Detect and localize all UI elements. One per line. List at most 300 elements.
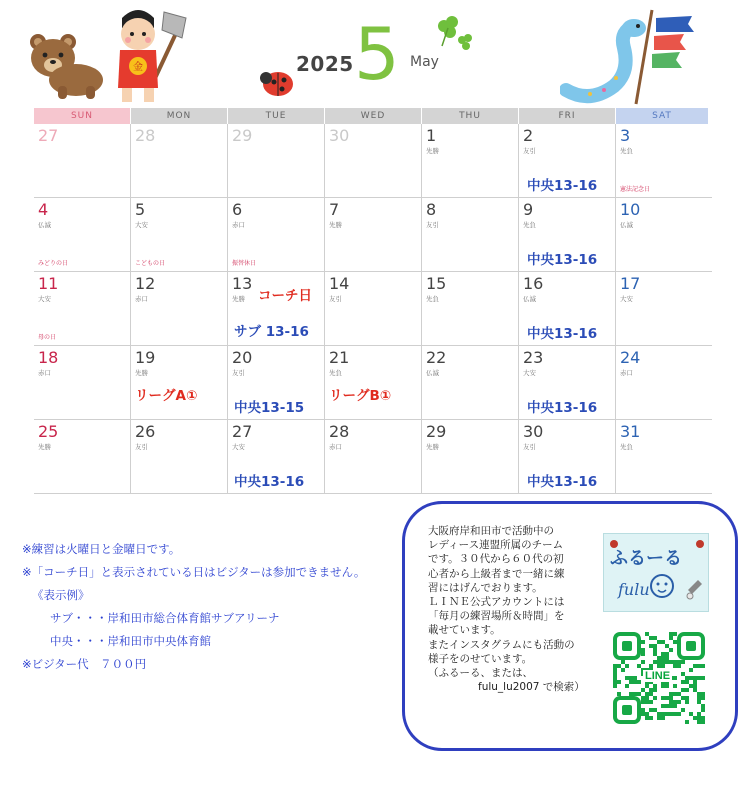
team-description (428, 524, 608, 694)
qr-module (661, 712, 665, 716)
qr-module (653, 684, 657, 688)
qr-module (681, 660, 685, 664)
panel-line: （ふるーる、または、 (428, 667, 533, 680)
qr-module (693, 688, 697, 692)
qr-module (657, 660, 661, 664)
qr-module (673, 660, 677, 664)
panel-line: 大阪府岸和田市で活動中の (428, 525, 554, 537)
ladybug-illustration (258, 66, 298, 98)
qr-module (665, 704, 669, 708)
rokuyo-label: 友引 (232, 369, 245, 377)
day-cell[interactable] (616, 124, 709, 197)
qr-module (649, 700, 653, 704)
qr-module (657, 712, 661, 716)
practice-event: 中央13-16 (527, 252, 598, 268)
day-cell[interactable] (422, 124, 519, 197)
qr-module (701, 676, 705, 680)
qr-module (665, 660, 669, 664)
rokuyo-label: 大安 (620, 295, 633, 303)
qr-module (637, 692, 641, 696)
qr-finder-center (622, 641, 632, 651)
day-cell[interactable] (422, 198, 519, 271)
qr-module (693, 684, 697, 688)
qr-module (697, 712, 701, 716)
holiday-label: こどもの日 (135, 260, 166, 267)
qr-module (669, 632, 673, 636)
qr-module (661, 684, 665, 688)
qr-module (669, 636, 673, 640)
qr-module (661, 716, 665, 720)
qr-module (641, 652, 645, 656)
calendar-header (0, 0, 751, 108)
weekday-thu: THU (422, 108, 519, 124)
qr-module (669, 700, 673, 704)
qr-module (621, 668, 625, 672)
panel-line: 「毎月の練習場所＆時間」を (428, 610, 565, 623)
holiday-label: 憲法記念日 (620, 186, 651, 193)
qr-module (665, 656, 669, 660)
calendar-month-name: May (410, 54, 439, 70)
qr-module (641, 688, 645, 692)
qr-module (641, 700, 645, 704)
qr-module (625, 684, 629, 688)
day-number: 6 (232, 200, 243, 219)
qr-module (697, 720, 701, 724)
qr-module (701, 696, 705, 700)
holiday-label: 振替休日 (232, 260, 257, 267)
qr-module (677, 692, 681, 696)
coach-day-event: コーチ日 (258, 288, 312, 304)
qr-module (673, 640, 677, 644)
qr-module (657, 664, 661, 668)
qr-module (689, 712, 693, 716)
day-cell[interactable] (422, 420, 519, 493)
day-cell[interactable] (519, 346, 616, 419)
qr-module (665, 712, 669, 716)
day-cell[interactable] (34, 346, 131, 419)
qr-module (689, 676, 693, 680)
qr-module (673, 676, 677, 680)
practice-event: リーグB① (329, 388, 392, 404)
qr-module (617, 664, 621, 668)
kintaro-illustration (104, 4, 190, 104)
note-line: ※「コーチ日」と表示されている日はビジターは参加できません。 (22, 565, 366, 579)
day-cell[interactable] (228, 124, 325, 197)
day-number: 7 (329, 200, 340, 219)
day-number: 5 (135, 200, 146, 219)
day-cell[interactable] (616, 346, 709, 419)
note-line: ※練習は火曜日と金曜日です。 (22, 542, 181, 556)
day-number: 30 (523, 422, 544, 441)
note-line: サブ・・・岸和田市総合体育館サブアリーナ (50, 611, 280, 625)
qr-module (617, 680, 621, 684)
practice-event: 中央13-16 (527, 474, 598, 490)
bear-illustration (24, 32, 106, 100)
day-cell[interactable] (616, 198, 709, 271)
day-number: 16 (523, 274, 544, 293)
day-number: 3 (620, 126, 631, 145)
day-number: 28 (135, 126, 156, 145)
qr-module (653, 652, 657, 656)
rokuyo-label: 赤口 (620, 369, 633, 377)
practice-event: サブ 13-16 (234, 324, 309, 340)
rokuyo-label: 先勝 (426, 443, 439, 451)
day-cell[interactable] (519, 272, 616, 345)
qr-module (621, 660, 625, 664)
qr-module (677, 660, 681, 664)
day-cell[interactable] (325, 272, 422, 345)
qr-module (697, 696, 701, 700)
qr-module (645, 696, 649, 700)
qr-module (697, 676, 701, 680)
qr-module (701, 720, 705, 724)
qr-module (661, 660, 665, 664)
rokuyo-label: 大安 (135, 221, 148, 229)
weekday-tue: TUE (228, 108, 325, 124)
day-number: 29 (232, 126, 253, 145)
day-cell[interactable] (325, 124, 422, 197)
day-cell[interactable] (325, 198, 422, 271)
qr-module (649, 716, 653, 720)
rokuyo-label: 大安 (38, 295, 51, 303)
svg-text:金: 金 (133, 62, 143, 73)
rokuyo-label: 先勝 (329, 221, 342, 229)
day-number: 4 (38, 200, 49, 219)
day-cell[interactable] (34, 198, 131, 271)
panel-line: 心者から上級者まで一緒に練 (428, 567, 565, 580)
qr-module (657, 640, 661, 644)
day-cell[interactable] (519, 124, 616, 197)
day-number: 28 (329, 422, 350, 441)
rokuyo-label: 仏滅 (426, 369, 439, 377)
note-line: 中央・・・岸和田市中央体育館 (50, 634, 211, 648)
qr-module (669, 712, 673, 716)
rokuyo-label: 先勝 (38, 443, 51, 451)
qr-module (661, 640, 665, 644)
qr-module (645, 700, 649, 704)
day-cell[interactable] (131, 198, 228, 271)
qr-module (625, 664, 629, 668)
qr-module (681, 680, 685, 684)
qr-module (689, 684, 693, 688)
qr-module (661, 656, 665, 660)
panel-line: ＬＩＮＥ公式アカウントには (428, 596, 565, 609)
qr-module (681, 672, 685, 676)
practice-notes (22, 538, 402, 676)
qr-module (653, 708, 657, 712)
qr-module (645, 632, 649, 636)
qr-module (697, 664, 701, 668)
qr-module (653, 688, 657, 692)
day-cell[interactable] (422, 346, 519, 419)
day-number: 13 (232, 274, 253, 293)
panel-line: 習にはげんでおります。 (428, 581, 543, 594)
qr-module (633, 676, 637, 680)
qr-module (633, 692, 637, 696)
practice-event: 中央13-16 (527, 326, 598, 342)
rokuyo-label: 赤口 (38, 369, 51, 377)
qr-module (641, 648, 645, 652)
qr-module (673, 704, 677, 708)
qr-module (629, 680, 633, 684)
qr-module (657, 656, 661, 660)
qr-module (681, 696, 685, 700)
qr-module (673, 712, 677, 716)
line-qr-code[interactable] (613, 632, 705, 724)
qr-module (617, 692, 621, 696)
calendar-weeks (34, 124, 712, 494)
qr-module (697, 700, 701, 704)
qr-module (685, 688, 689, 692)
day-cell[interactable] (228, 198, 325, 271)
weekday-mon: MON (131, 108, 228, 124)
qr-finder-center (622, 705, 632, 715)
qr-module (637, 664, 641, 668)
qr-module (629, 692, 633, 696)
rokuyo-label: 仏滅 (620, 221, 633, 229)
qr-line-label: LINE (645, 670, 671, 682)
note-line: 《表示例》 (32, 588, 90, 602)
day-number: 21 (329, 348, 350, 367)
clover-illustration (432, 16, 476, 56)
day-number: 15 (426, 274, 447, 293)
qr-module (645, 684, 649, 688)
day-number: 12 (135, 274, 156, 293)
day-number: 30 (329, 126, 350, 145)
practice-event: 中央13-16 (234, 474, 305, 490)
qr-module (649, 664, 653, 668)
day-number: 27 (38, 126, 59, 145)
qr-module (701, 664, 705, 668)
qr-module (701, 708, 705, 712)
rokuyo-label: 先負 (620, 443, 633, 451)
team-logo (603, 533, 709, 612)
panel-line: fulu_lu2007 で検索） (478, 681, 585, 694)
day-cell[interactable] (325, 420, 422, 493)
day-number: 17 (620, 274, 641, 293)
rokuyo-label: 大安 (523, 369, 536, 377)
team-logo-text: ふるーる (610, 548, 682, 569)
day-cell[interactable] (422, 272, 519, 345)
rokuyo-label: 大安 (232, 443, 245, 451)
rokuyo-label: 友引 (329, 295, 342, 303)
holiday-label: みどりの日 (38, 260, 69, 267)
rokuyo-label: 赤口 (232, 221, 245, 229)
day-number: 19 (135, 348, 156, 367)
qr-module (701, 692, 705, 696)
qr-module (665, 696, 669, 700)
day-cell[interactable] (325, 346, 422, 419)
weekday-sun: SUN (34, 108, 131, 124)
qr-module (697, 692, 701, 696)
weekday-fri: FRI (519, 108, 616, 124)
note-line: ※ビジター代 ７００円 (22, 657, 147, 671)
rokuyo-label: 友引 (135, 443, 148, 451)
day-cell[interactable] (519, 420, 616, 493)
day-number: 18 (38, 348, 59, 367)
qr-module (613, 676, 617, 680)
rokuyo-label: 友引 (523, 443, 536, 451)
qr-module (669, 660, 673, 664)
qr-module (653, 644, 657, 648)
qr-module (673, 632, 677, 636)
qr-module (653, 636, 657, 640)
panel-line: レディース連盟所属のチーム (428, 539, 564, 552)
koinobori-illustration (560, 8, 700, 106)
qr-module (649, 636, 653, 640)
qr-module (673, 700, 677, 704)
qr-module (641, 660, 645, 664)
qr-module (661, 652, 665, 656)
day-cell[interactable] (131, 420, 228, 493)
qr-module (677, 712, 681, 716)
day-number: 10 (620, 200, 641, 219)
calendar-week (34, 198, 712, 272)
qr-module (641, 712, 645, 716)
day-number: 14 (329, 274, 350, 293)
qr-module (669, 696, 673, 700)
calendar-week (34, 272, 712, 346)
practice-event: 中央13-16 (527, 400, 598, 416)
qr-module (613, 672, 617, 676)
qr-module (645, 692, 649, 696)
panel-line: です。３０代から６０代の初 (428, 553, 564, 566)
qr-module (673, 692, 677, 696)
weekday-wed: WED (325, 108, 422, 124)
qr-module (653, 660, 657, 664)
qr-module (661, 704, 665, 708)
day-cell[interactable] (228, 346, 325, 419)
day-cell[interactable] (616, 272, 709, 345)
qr-module (661, 664, 665, 668)
day-cell[interactable] (131, 346, 228, 419)
qr-module (697, 716, 701, 720)
qr-module (641, 708, 645, 712)
practice-event: リーグA① (135, 388, 198, 404)
rokuyo-label: 赤口 (329, 443, 342, 451)
rokuyo-label: 友引 (426, 221, 439, 229)
qr-module (665, 652, 669, 656)
qr-finder-center (686, 641, 696, 651)
qr-module (665, 644, 669, 648)
qr-module (681, 708, 685, 712)
holiday-label: 母の日 (38, 334, 57, 341)
qr-module (693, 680, 697, 684)
qr-module (701, 716, 705, 720)
calendar-month-number: 5 (354, 12, 400, 96)
team-logo-sub: fulu (618, 580, 650, 599)
weekday-header-row (34, 108, 712, 124)
qr-module (669, 692, 673, 696)
qr-module (677, 664, 681, 668)
rokuyo-label: 仏滅 (38, 221, 51, 229)
calendar-year: 2025 (296, 52, 354, 76)
rokuyo-label: 赤口 (135, 295, 148, 303)
day-number: 9 (523, 200, 534, 219)
qr-module (665, 684, 669, 688)
day-number: 22 (426, 348, 447, 367)
day-number: 11 (38, 274, 59, 293)
weekday-sat: SAT (616, 108, 709, 124)
day-number: 8 (426, 200, 437, 219)
qr-module (613, 684, 617, 688)
day-number: 29 (426, 422, 447, 441)
qr-module (645, 716, 649, 720)
day-cell[interactable] (228, 272, 325, 345)
practice-event: 中央13-15 (234, 400, 305, 416)
day-cell[interactable] (616, 420, 709, 493)
panel-line: 載せています。 (428, 624, 501, 637)
day-number: 24 (620, 348, 641, 367)
qr-module (649, 688, 653, 692)
rokuyo-label: 先負 (426, 295, 439, 303)
rokuyo-label: 先勝 (232, 295, 245, 303)
practice-event: 中央13-16 (527, 178, 598, 194)
qr-module (629, 676, 633, 680)
day-number: 27 (232, 422, 253, 441)
day-number: 23 (523, 348, 544, 367)
panel-line: 様子をのせています。 (428, 652, 533, 665)
qr-module (661, 696, 665, 700)
qr-module (641, 640, 645, 644)
qr-module (637, 680, 641, 684)
day-cell[interactable] (131, 124, 228, 197)
day-cell[interactable] (131, 272, 228, 345)
qr-module (685, 680, 689, 684)
qr-module (645, 712, 649, 716)
qr-module (685, 696, 689, 700)
qr-module (613, 668, 617, 672)
rokuyo-label: 仏滅 (523, 295, 536, 303)
qr-module (669, 648, 673, 652)
calendar-week (34, 420, 712, 494)
qr-module (649, 708, 653, 712)
qr-module (669, 704, 673, 708)
rokuyo-label: 先負 (329, 369, 342, 377)
calendar-week (34, 346, 712, 420)
qr-module (693, 676, 697, 680)
qr-module (689, 668, 693, 672)
qr-module (649, 644, 653, 648)
qr-module (641, 696, 645, 700)
day-cell[interactable] (34, 124, 131, 197)
qr-module (673, 664, 677, 668)
qr-module (653, 648, 657, 652)
day-cell[interactable] (34, 272, 131, 345)
day-cell[interactable] (519, 198, 616, 271)
panel-line: またインスタグラムにも活動の (428, 638, 575, 651)
rokuyo-label: 友引 (523, 147, 536, 155)
qr-module (677, 700, 681, 704)
qr-module (673, 684, 677, 688)
calendar-grid (34, 108, 712, 494)
qr-module (653, 696, 657, 700)
day-cell[interactable] (34, 420, 131, 493)
qr-module (693, 716, 697, 720)
team-info-panel (402, 501, 738, 751)
qr-module (613, 664, 617, 668)
rokuyo-label: 先勝 (426, 147, 439, 155)
day-number: 25 (38, 422, 59, 441)
qr-module (633, 680, 637, 684)
qr-module (685, 720, 689, 724)
day-number: 2 (523, 126, 534, 145)
rokuyo-label: 先負 (620, 147, 633, 155)
day-cell[interactable] (228, 420, 325, 493)
qr-module (613, 680, 617, 684)
day-number: 31 (620, 422, 641, 441)
qr-module (701, 704, 705, 708)
